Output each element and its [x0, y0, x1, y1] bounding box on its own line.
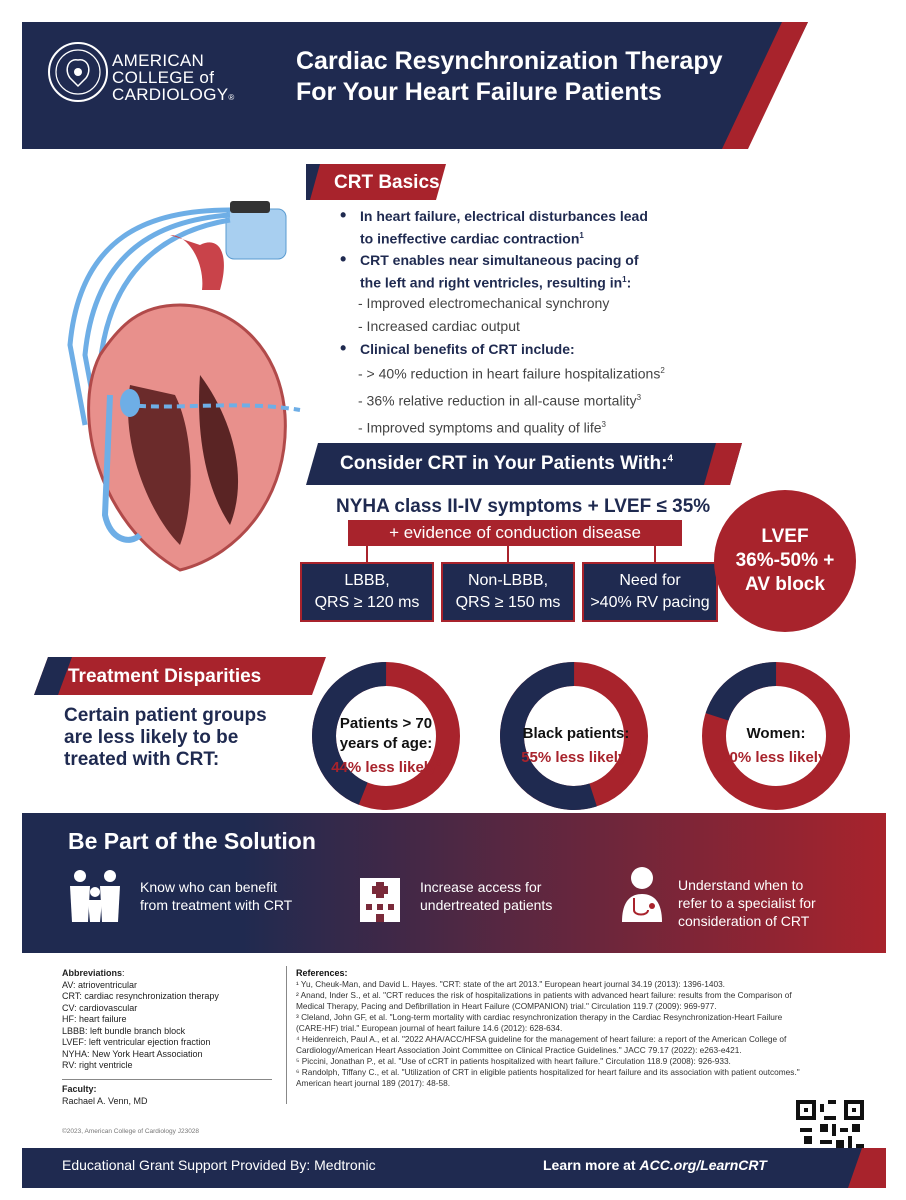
- solution-item-2: [420, 878, 552, 914]
- faculty-name: Rachael A. Venn, MD: [62, 1095, 148, 1106]
- non-lbbb-line1: Non-LBBB,: [467, 572, 549, 589]
- women-stat: [706, 744, 846, 768]
- ref-sup: 6: [826, 749, 831, 758]
- sol3-line2: refer to a specialist for: [678, 895, 816, 911]
- column-divider: [286, 966, 287, 1104]
- non-lbbb-box: [441, 562, 575, 622]
- sol1-line1: Know who can benefit: [140, 879, 277, 895]
- black-stat-text: 55% less likely: [521, 749, 627, 766]
- age-line2: years of age:: [339, 735, 433, 752]
- colon: :: [626, 274, 632, 291]
- solution-title: Be Part of the Solution: [68, 828, 316, 854]
- sub-item: [338, 415, 718, 438]
- abbr-item: AV: atrioventricular: [62, 979, 138, 990]
- reference-line: ² Anand, Inder S., et al. "CRT reduces the risk of hospitalizations in patients with advanced heart failure: results from the Comparison of: [296, 990, 792, 1000]
- consider-title-text: Consider CRT in Your Patients With:: [340, 453, 668, 474]
- reference-line: Medical Therapy, Pacing and Defibrillation in Heart Failure (COMPANION) trial." Circulation 119.7 (2009): 969-977.: [296, 1001, 717, 1011]
- sub-item-text: - 36% relative reduction in all-cause mortality: [358, 392, 637, 409]
- reference-line: (CARE-HF) trial." European journal of heart failure 14.6 (2012): 628-634.: [296, 1023, 563, 1033]
- abbr-divider: [62, 1079, 272, 1080]
- abbr-item: HF: heart failure: [62, 1014, 127, 1024]
- sub-item-text: - > 40% reduction in heart failure hospitalizations: [358, 365, 661, 382]
- disparities-title: Treatment Disparities: [68, 666, 262, 687]
- learn-link[interactable]: ACC.org/LearnCRT: [639, 1157, 767, 1173]
- org-name: [112, 52, 235, 106]
- black-stat: [506, 744, 646, 768]
- sol3-line1: Understand when to: [678, 877, 804, 893]
- black-line1: Black patients:: [522, 725, 630, 742]
- family-icon: [66, 868, 124, 924]
- learn-prefix: Learn more at: [543, 1157, 640, 1173]
- sub-item: [338, 361, 718, 384]
- org-line1: AMERICAN: [112, 51, 205, 70]
- copyright: ©2023, American College of Cardiology J23028: [62, 1128, 200, 1135]
- lbbb-line1: LBBB,: [344, 572, 390, 589]
- heart-illustration: [30, 195, 330, 595]
- rv-pacing-box: [582, 562, 718, 622]
- non-lbbb-line2: QRS ≥ 150 ms: [455, 594, 561, 611]
- ref-sup: 5: [436, 759, 441, 768]
- sol1-line2: from treatment with CRT: [140, 897, 293, 913]
- ref-sup: 2: [660, 366, 665, 376]
- evidence-banner: + evidence of conduction disease: [348, 520, 682, 546]
- sol2-line1: Increase access for: [420, 879, 542, 895]
- ref-list: [296, 979, 856, 1089]
- donut-age-label: [316, 714, 456, 778]
- ref-sup: 5: [626, 749, 631, 758]
- abbr-item: CRT: cardiac resynchronization therapy: [62, 991, 219, 1001]
- disparities-line2: are less likely to be: [64, 727, 239, 748]
- lvef-line1: LVEF: [761, 526, 809, 547]
- faculty-label: Faculty:: [62, 1084, 97, 1094]
- solution-item-1: [140, 878, 292, 914]
- reference-line: ⁵ Piccini, Jonathan P., et al. "Use of cCRT in patients hospitalized with heart failure." Circulation 118.9 (2008): 926-933.: [296, 1056, 731, 1066]
- age-line1: Patients > 70: [339, 715, 433, 732]
- consider-title: [340, 453, 673, 475]
- abbr-item: LBBB: left bundle branch block: [62, 1025, 186, 1036]
- abbreviations: [62, 968, 272, 1072]
- rv-pacing-line2: >40% RV pacing: [590, 594, 710, 611]
- disparities-line3: treated with CRT:: [64, 749, 220, 770]
- learn-more: [543, 1157, 767, 1173]
- reference-line: ¹ Yu, Cheuk-Man, and David L. Hayes. "CRT: state of the art 2013." European heart journal 34.19 (2013): 1396-1403.: [296, 979, 725, 989]
- age-stat: [316, 754, 456, 778]
- reference-line: American heart journal 189 (2017): 48-58.: [296, 1078, 451, 1088]
- lvef-av-block-circle: [714, 490, 856, 632]
- abbr-item: RV: right ventricle: [62, 1060, 133, 1070]
- reference-line: Cardiology/American Heart Association Joint Committee on Clinical Practice Guidelines." JACC 79.17 (2022): e263-e421.: [296, 1045, 742, 1055]
- bullet-1: [338, 207, 718, 249]
- sub-item: - Improved electromechanical synchrony: [358, 295, 610, 312]
- women-line1: Women:: [746, 725, 806, 742]
- page-title: [296, 46, 723, 108]
- solution-item-3: [678, 876, 816, 930]
- sub-item: - Increased cardiac output: [358, 318, 520, 335]
- reg-mark: ®: [228, 93, 235, 102]
- lbbb-box: [300, 562, 434, 622]
- disparities-text: [64, 705, 267, 771]
- bullet-1-line2: to ineffective cardiac contraction: [360, 230, 580, 247]
- abbr-title: Abbreviations: [62, 968, 123, 978]
- references-title: References:: [296, 968, 348, 978]
- ref-sup: 3: [601, 419, 606, 429]
- doctor-icon: [618, 866, 666, 924]
- crt-basics-title: CRT Basics: [334, 172, 440, 193]
- sub-item: [338, 388, 718, 411]
- org-line3: CARDIOLOGY: [112, 85, 229, 104]
- reference-line: ³ Cleland, John GF, et al. "Long-term mortality with cardiac resynchronization therapy in the Cardiac Resynchronization-Heart Failure: [296, 1012, 783, 1022]
- reference-line: ⁴ Heidenreich, Paul A., et al. "2022 AHA/ACC/HFSA guideline for the management of heart failure: a report of the American College of: [296, 1034, 787, 1044]
- bullet-2-line1: CRT enables near simultaneous pacing of: [360, 251, 639, 268]
- ref-sup: 1: [622, 274, 627, 284]
- lvef-line2: 36%-50% +: [735, 550, 835, 571]
- bullet-2: [338, 251, 718, 293]
- sub-item-text: - Improved symptoms and quality of life: [358, 419, 602, 436]
- ref-sup: 4: [667, 453, 673, 465]
- rv-pacing-line1: Need for: [619, 572, 681, 589]
- bullet-1-line1: In heart failure, electrical disturbances lead: [360, 208, 648, 224]
- donut-black-label: [506, 724, 646, 768]
- age-stat-text: 44% less likely: [331, 759, 437, 776]
- women-stat-text: 20% less likely: [721, 749, 827, 766]
- acc-seal-logo: [48, 42, 108, 102]
- bullet-3: • Clinical benefits of CRT include:: [338, 340, 718, 359]
- donut-women-label: [706, 724, 846, 768]
- title-line2: For Your Heart Failure Patients: [296, 78, 662, 106]
- abbr-item: NYHA: New York Heart Association: [62, 1048, 203, 1059]
- criteria-text: NYHA class II-IV symptoms + LVEF ≤ 35%: [336, 496, 711, 517]
- abbr-item: LVEF: left ventricular ejection fraction: [62, 1037, 211, 1047]
- references: [296, 968, 856, 1089]
- lbbb-line2: QRS ≥ 120 ms: [314, 594, 420, 611]
- title-line1: Cardiac Resynchronization Therapy: [296, 47, 723, 75]
- hospital-icon: [358, 868, 402, 922]
- sol3-line3: consideration of CRT: [678, 913, 810, 929]
- abbr-colon: :: [122, 968, 125, 978]
- ref-sup: 1: [579, 231, 584, 240]
- disparities-line1: Certain patient groups: [64, 705, 267, 726]
- faculty: [62, 1084, 148, 1107]
- abbr-item: CV: cardiovascular: [62, 1002, 138, 1013]
- bullet-2-line2: the left and right ventricles, resulting in: [360, 274, 623, 291]
- lvef-line3: AV block: [745, 574, 825, 595]
- crt-basics-list: [338, 207, 718, 441]
- org-line2: COLLEGE of: [112, 68, 215, 87]
- ref-sup: 3: [636, 392, 642, 402]
- grant-support: Educational Grant Support Provided By: Medtronic: [62, 1157, 376, 1173]
- reference-line: ⁶ Randolph, Tiffany C., et al. "Utilization of CRT in eligible patients hospitalized for heart failure and its association with patient outcomes.": [296, 1067, 800, 1077]
- abbr-list: [62, 980, 272, 1072]
- sol2-line2: undertreated patients: [420, 897, 553, 913]
